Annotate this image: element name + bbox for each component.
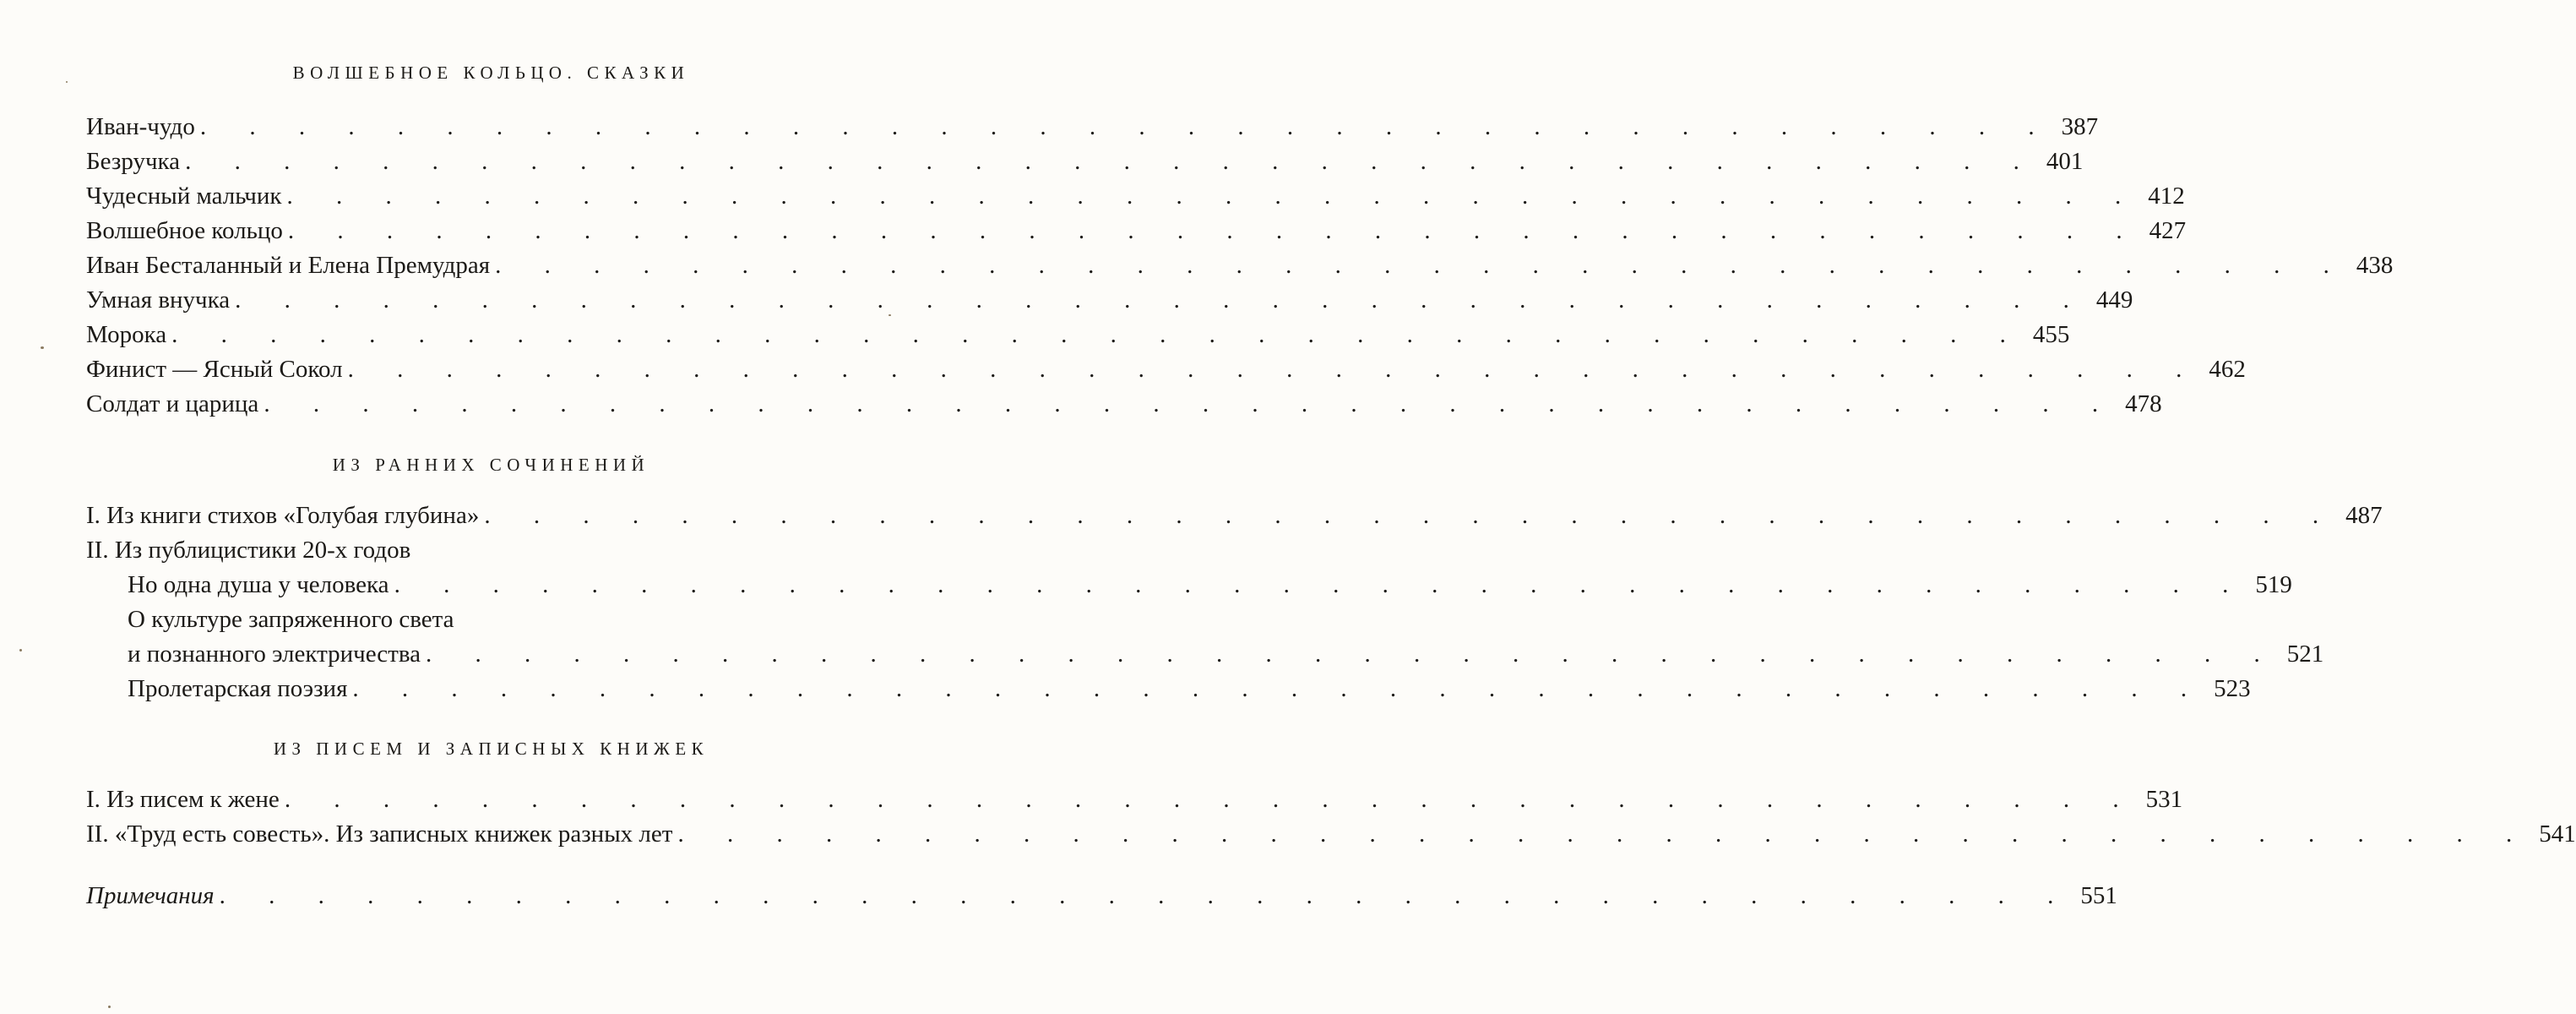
toc-entry[interactable] xyxy=(86,285,2133,315)
paper-speck xyxy=(108,1006,111,1008)
toc-entry-page: 487 xyxy=(2345,502,2383,529)
dot-leader: . . . . . . . . . . . . . . . . . . . . . . . . . . . . . . . . . . . . . . xyxy=(284,786,2138,813)
toc-entry-title: Солдат и царица xyxy=(86,390,259,417)
paper-speck xyxy=(41,346,44,349)
toc-entry-page: 455 xyxy=(2032,321,2070,348)
toc-entry-title: Иван Бесталанный и Елена Премудрая xyxy=(86,252,491,279)
toc-entry[interactable] xyxy=(86,500,2383,531)
dot-leader: . . . . . . . . . . . . . . . . . . . . . . . . . . . . . . . . . . . . . . xyxy=(484,502,2338,529)
toc-entry-title: I. Из книги стихов «Голубая глубина» xyxy=(86,502,480,529)
toc-entry[interactable] xyxy=(86,354,2246,384)
dot-leader: . . . . . . . . . . . . . . . . . . . . . . . . . . . . . . . . . . . . . . xyxy=(347,356,2201,383)
toc-entry[interactable] xyxy=(86,319,2070,350)
dot-leader: . . . . . . . . . . . . . . . . . . . . . . . . . . . . . . . . . . . . . . xyxy=(235,286,2088,313)
toc-entry-title: II. «Труд есть совесть». Из записных книжек разных лет xyxy=(86,820,673,848)
toc-entry-page: 401 xyxy=(2046,148,2084,175)
toc-entry-page: 519 xyxy=(2255,571,2292,598)
toc-subheading: II. Из публицистики 20-х годов xyxy=(86,537,411,564)
dot-leader: . . . . . . . . . . . . . . . . . . . . . . . . . . . . . . . . . . . . . . xyxy=(677,820,2531,848)
paper-speck xyxy=(19,649,22,651)
dot-leader: . . . . . . . . . . . . . . . . . . . . . . . . . . . . . . . . . . . . . . xyxy=(352,675,2206,702)
toc-entry[interactable] xyxy=(86,112,2099,142)
toc-entry-title: Иван-чудо xyxy=(86,113,195,140)
dot-leader: . . . . . . . . . . . . . . . . . . . . . . . . . . . . . . . . . . . . . . xyxy=(287,217,2141,244)
toc-entry[interactable] xyxy=(86,250,2394,281)
toc-entry-title: Безручка xyxy=(86,148,181,175)
toc-entry[interactable] xyxy=(86,181,2185,211)
toc-entry-page: 521 xyxy=(2286,641,2324,668)
toc-entry-title: Чудесный мальчик xyxy=(86,183,282,210)
toc-entry-page: 387 xyxy=(2061,113,2099,140)
paper-speck xyxy=(66,81,68,83)
toc-entry-page: 551 xyxy=(2080,882,2117,909)
toc-entry[interactable] xyxy=(128,639,2324,669)
dot-leader: . . . . . . . . . . . . . . . . . . . . . . . . . . . . . . . . . . . . . . xyxy=(286,183,2140,210)
toc-entry-title: Примечания xyxy=(86,882,215,909)
toc-entry-title: Волшебное кольцо xyxy=(86,217,283,244)
toc-entry[interactable] xyxy=(128,673,2251,704)
toc-entry-title-line-1: О культуре запряженного света xyxy=(128,606,454,633)
dot-leader: . . . . . . . . . . . . . . . . . . . . . . . . . . . . . . . . . . . . . . xyxy=(264,390,2117,417)
toc-entry[interactable] xyxy=(86,146,2084,177)
toc-entry-page: 449 xyxy=(2095,286,2133,313)
dot-leader: . . . . . . . . . . . . . . . . . . . . . . . . . . . . . . . . . . . . . . xyxy=(219,882,2073,909)
dot-leader: . . . . . . . . . . . . . . . . . . . . . . . . . . . . . . . . . . . . . . xyxy=(199,113,2053,140)
section-heading-pisma: ИЗ ПИСЕМ И ЗАПИСНЫХ КНИЖЕК xyxy=(273,739,709,759)
toc-entry-page: 412 xyxy=(2148,183,2185,210)
dot-leader: . . . . . . . . . . . . . . . . . . . . . . . . . . . . . . . . . . . . . . xyxy=(426,641,2279,668)
paper-speck xyxy=(889,314,891,316)
toc-entry-page: 541 xyxy=(2539,820,2576,848)
toc-entry[interactable] xyxy=(86,819,2576,849)
dot-leader: . . . . . . . . . . . . . . . . . . . . . . . . . . . . . . . . . . . . . . xyxy=(171,321,2024,348)
toc-entry-title: Умная внучка xyxy=(86,286,231,313)
dot-leader: . . . . . . . . . . . . . . . . . . . . . . . . . . . . . . . . . . . . . . xyxy=(185,148,2038,175)
toc-entry-page: 462 xyxy=(2209,356,2246,383)
toc-entry-title: Пролетарская поэзия xyxy=(128,675,348,702)
toc-entry-page: 427 xyxy=(2149,217,2187,244)
dot-leader: . . . . . . . . . . . . . . . . . . . . . . . . . . . . . . . . . . . . . . xyxy=(495,252,2348,279)
toc-entry[interactable] xyxy=(86,784,2183,815)
toc-entry[interactable] xyxy=(128,570,2292,600)
toc-entry-title: Но одна душа у человека xyxy=(128,571,389,598)
toc-entry-title: I. Из писем к жене xyxy=(86,786,280,813)
toc-entry-title: Морока xyxy=(86,321,167,348)
section-heading-skazki: ВОЛШЕБНОЕ КОЛЬЦО. СКАЗКИ xyxy=(292,63,690,83)
toc-entry-page: 531 xyxy=(2145,786,2183,813)
toc-entry-title-line-2: и познанного электричества xyxy=(128,641,421,668)
toc-entry[interactable] xyxy=(86,389,2162,419)
section-heading-rannie: ИЗ РАННИХ СОЧИНЕНИЙ xyxy=(332,455,650,475)
toc-entry[interactable] xyxy=(86,215,2187,246)
toc-entry-notes[interactable] xyxy=(86,880,2117,911)
dot-leader: . . . . . . . . . . . . . . . . . . . . . . . . . . . . . . . . . . . . . . xyxy=(394,571,2247,598)
toc-entry-page: 438 xyxy=(2356,252,2394,279)
toc-entry-page: 478 xyxy=(2125,390,2162,417)
toc-entry-page: 523 xyxy=(2214,675,2251,702)
toc-entry-title: Финист — Ясный Сокол xyxy=(86,356,343,383)
